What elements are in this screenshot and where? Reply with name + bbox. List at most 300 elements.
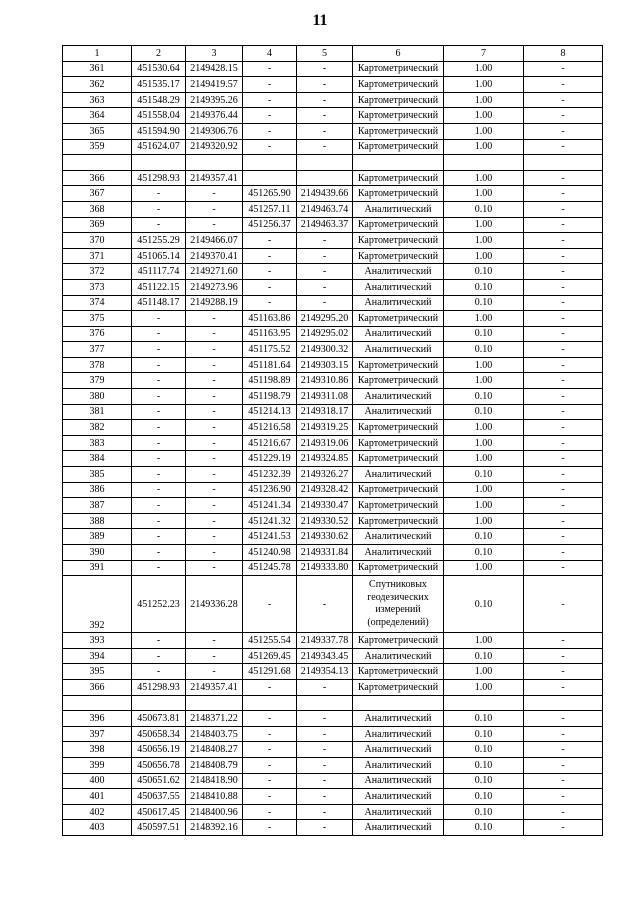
table-cell: 451163.95 [243, 326, 297, 342]
table-cell: 386 [63, 482, 132, 498]
table-row [63, 742, 603, 758]
table-cell: 450651.62 [132, 773, 186, 789]
table-cell: - [297, 61, 353, 77]
table-row [63, 467, 603, 483]
table-cell [524, 695, 603, 711]
table-cell: 402 [63, 804, 132, 820]
table-cell: - [243, 295, 297, 311]
table-cell: - [132, 326, 186, 342]
table-cell: - [132, 633, 186, 649]
table-cell: 450658.34 [132, 726, 186, 742]
table-cell: - [186, 467, 243, 483]
header-row [63, 46, 603, 62]
table-cell: 0.10 [444, 773, 524, 789]
table-cell: - [297, 820, 353, 836]
table-cell: - [524, 789, 603, 805]
table-cell: 2149303.15 [297, 357, 353, 373]
table-cell: - [132, 451, 186, 467]
table-cell: Аналитический [353, 711, 444, 727]
table-cell: 392 [63, 576, 132, 633]
table-cell: 1.00 [444, 233, 524, 249]
table-row [63, 233, 603, 249]
table-cell [186, 155, 243, 171]
table-cell: Аналитический [353, 757, 444, 773]
table-cell: 451298.93 [132, 170, 186, 186]
table-cell: Аналитический [353, 264, 444, 280]
column-header: 8 [524, 46, 603, 62]
table-cell: - [132, 342, 186, 358]
table-cell: 2149288.19 [186, 295, 243, 311]
table-cell: 1.00 [444, 373, 524, 389]
table-cell: 393 [63, 633, 132, 649]
table-cell: - [297, 248, 353, 264]
table-cell: - [132, 648, 186, 664]
table-row [63, 389, 603, 405]
table-cell: - [297, 123, 353, 139]
table-cell: - [132, 498, 186, 514]
table-cell: 0.10 [444, 711, 524, 727]
table-cell: 450597.51 [132, 820, 186, 836]
table-cell: 451229.19 [243, 451, 297, 467]
table-cell: 451122.15 [132, 279, 186, 295]
table-cell: Аналитический [353, 279, 444, 295]
table-cell: - [243, 77, 297, 93]
table-row [63, 664, 603, 680]
table-cell: 2149300.32 [297, 342, 353, 358]
table-cell: Картометрический [353, 170, 444, 186]
table-cell: - [524, 435, 603, 451]
table-cell: Картометрический [353, 61, 444, 77]
table-cell: 2148408.27 [186, 742, 243, 758]
table-cell: - [297, 108, 353, 124]
table-cell: - [524, 804, 603, 820]
table-cell: 1.00 [444, 560, 524, 576]
table-cell: 365 [63, 123, 132, 139]
table-cell: Аналитический [353, 789, 444, 805]
table-cell: 451216.58 [243, 420, 297, 436]
table-cell: Картометрический [353, 435, 444, 451]
table-row [63, 545, 603, 561]
table-cell: - [243, 576, 297, 633]
table-cell: - [524, 311, 603, 327]
table-cell [353, 155, 444, 171]
table-cell: 378 [63, 357, 132, 373]
table-cell: - [524, 648, 603, 664]
table-cell: - [524, 420, 603, 436]
table-cell: 2149330.62 [297, 529, 353, 545]
table-row [63, 295, 603, 311]
table-cell: 451216.67 [243, 435, 297, 451]
table-row [63, 648, 603, 664]
table-row [63, 123, 603, 139]
column-header: 5 [297, 46, 353, 62]
table-cell: 0.10 [444, 789, 524, 805]
table-cell: 366 [63, 679, 132, 695]
table-cell: 395 [63, 664, 132, 680]
table-cell: 450656.19 [132, 742, 186, 758]
table-cell [297, 170, 353, 186]
table-cell: - [524, 326, 603, 342]
table-cell: - [132, 560, 186, 576]
table-row [63, 311, 603, 327]
table-cell: Аналитический [353, 648, 444, 664]
table-cell: 451291.68 [243, 664, 297, 680]
table-cell: 2148371.22 [186, 711, 243, 727]
table-cell: 363 [63, 92, 132, 108]
table-cell: - [132, 357, 186, 373]
table-cell: - [524, 108, 603, 124]
table-cell: 2149376.44 [186, 108, 243, 124]
table-cell: - [132, 513, 186, 529]
table-cell [524, 155, 603, 171]
table-cell: Аналитический [353, 742, 444, 758]
table-cell: 367 [63, 186, 132, 202]
table-cell: 451298.93 [132, 679, 186, 695]
table-row [63, 789, 603, 805]
table-cell: 0.10 [444, 742, 524, 758]
table-cell: - [297, 757, 353, 773]
table-cell: - [186, 201, 243, 217]
table-cell: - [186, 664, 243, 680]
table-cell: 380 [63, 389, 132, 405]
table-cell [297, 155, 353, 171]
table-cell: - [524, 404, 603, 420]
table-cell: 451530.64 [132, 61, 186, 77]
table-cell: - [524, 217, 603, 233]
table-row [63, 576, 603, 633]
table-cell: 451163.86 [243, 311, 297, 327]
table-cell: - [132, 467, 186, 483]
table-cell [186, 695, 243, 711]
table-cell: 403 [63, 820, 132, 836]
table-row [63, 451, 603, 467]
table-cell [132, 155, 186, 171]
table-cell: 371 [63, 248, 132, 264]
table-cell: 451265.90 [243, 186, 297, 202]
table-cell: 1.00 [444, 420, 524, 436]
table-cell: Картометрический [353, 420, 444, 436]
table-cell: 450617.45 [132, 804, 186, 820]
table-cell: 394 [63, 648, 132, 664]
table-cell: - [524, 757, 603, 773]
table-cell [132, 695, 186, 711]
table-cell: 0.10 [444, 726, 524, 742]
table-cell: - [297, 295, 353, 311]
table-cell: Картометрический [353, 498, 444, 514]
table-cell: 1.00 [444, 61, 524, 77]
table-cell: - [243, 108, 297, 124]
table-row [63, 170, 603, 186]
table-cell: - [524, 123, 603, 139]
table-cell: 366 [63, 170, 132, 186]
table-cell: - [243, 711, 297, 727]
table-cell: 451558.04 [132, 108, 186, 124]
table-cell: - [297, 804, 353, 820]
table-cell: 398 [63, 742, 132, 758]
table-row [63, 264, 603, 280]
table-cell: 2149311.08 [297, 389, 353, 405]
table-cell: - [243, 789, 297, 805]
table-cell: 451148.17 [132, 295, 186, 311]
table-row [63, 108, 603, 124]
table-cell: Картометрический [353, 513, 444, 529]
table-cell: 1.00 [444, 633, 524, 649]
table-cell: - [243, 679, 297, 695]
table-cell: - [132, 373, 186, 389]
table-cell: Аналитический [353, 404, 444, 420]
table-cell: - [524, 820, 603, 836]
table-cell: 0.10 [444, 576, 524, 633]
page-number: 11 [312, 12, 328, 29]
table-cell: - [524, 467, 603, 483]
table-cell: - [524, 664, 603, 680]
table-cell: 1.00 [444, 217, 524, 233]
table-cell: 1.00 [444, 311, 524, 327]
table-cell: 1.00 [444, 248, 524, 264]
table-cell: 451535.17 [132, 77, 186, 93]
table-cell: - [524, 279, 603, 295]
table-row [63, 513, 603, 529]
table-cell: - [186, 217, 243, 233]
table-cell [243, 695, 297, 711]
table-cell: 2149463.37 [297, 217, 353, 233]
table-row [63, 726, 603, 742]
table-cell: - [524, 389, 603, 405]
table-cell: 2149466.07 [186, 233, 243, 249]
table-cell: - [132, 389, 186, 405]
table-cell: 451241.34 [243, 498, 297, 514]
table-cell: - [524, 726, 603, 742]
table-cell: - [132, 217, 186, 233]
table-cell: 1.00 [444, 186, 524, 202]
table-cell: - [132, 545, 186, 561]
table-cell: 0.10 [444, 467, 524, 483]
table-row [63, 92, 603, 108]
table-cell: 2149357.41 [186, 170, 243, 186]
table-body [63, 61, 603, 835]
table-cell: Аналитический [353, 326, 444, 342]
table-row [63, 248, 603, 264]
table-cell: 451232.39 [243, 467, 297, 483]
table-cell: 2148418.90 [186, 773, 243, 789]
table-cell: 2149318.17 [297, 404, 353, 420]
table-cell: 0.10 [444, 804, 524, 820]
table-cell: 0.10 [444, 201, 524, 217]
table-cell: 361 [63, 61, 132, 77]
column-header: 4 [243, 46, 297, 62]
table-cell: 2149319.06 [297, 435, 353, 451]
column-header: 3 [186, 46, 243, 62]
table-cell: - [132, 201, 186, 217]
table-cell: Аналитический [353, 529, 444, 545]
table-cell: 2149354.13 [297, 664, 353, 680]
table-cell: - [297, 711, 353, 727]
table-cell: Аналитический [353, 545, 444, 561]
table-cell: 2149273.96 [186, 279, 243, 295]
table-cell: 451255.54 [243, 633, 297, 649]
table-cell: - [297, 742, 353, 758]
table-cell: 2149357.41 [186, 679, 243, 695]
table-cell: 0.10 [444, 529, 524, 545]
table-cell: 2148403.75 [186, 726, 243, 742]
table-cell: Картометрический [353, 92, 444, 108]
table-cell: - [243, 248, 297, 264]
table-cell: - [524, 373, 603, 389]
table-cell [444, 155, 524, 171]
table-cell: 2149419.57 [186, 77, 243, 93]
table-cell: - [243, 804, 297, 820]
table-cell: 0.10 [444, 389, 524, 405]
table-cell: 2149271.60 [186, 264, 243, 280]
table-cell: Аналитический [353, 389, 444, 405]
table-cell: 451175.52 [243, 342, 297, 358]
table-cell: 450656.78 [132, 757, 186, 773]
table-cell: 2148410.88 [186, 789, 243, 805]
table-cell: 451255.29 [132, 233, 186, 249]
table-cell: 400 [63, 773, 132, 789]
table-cell [243, 155, 297, 171]
table-cell: Картометрический [353, 357, 444, 373]
table-cell: Картометрический [353, 233, 444, 249]
table-cell: 1.00 [444, 92, 524, 108]
table-cell: 2149331.84 [297, 545, 353, 561]
table-cell: 451256.37 [243, 217, 297, 233]
table-row [63, 804, 603, 820]
table-cell: Картометрический [353, 139, 444, 155]
table-cell: 451117.74 [132, 264, 186, 280]
table-cell: 2148400.96 [186, 804, 243, 820]
table-cell: Спутниковых геодезических измерений (определений) [353, 576, 444, 633]
table-cell: 382 [63, 420, 132, 436]
table-cell: - [132, 311, 186, 327]
table-cell: Картометрический [353, 248, 444, 264]
table-cell: 451240.98 [243, 545, 297, 561]
table-cell: Картометрический [353, 451, 444, 467]
table-cell: - [524, 679, 603, 695]
table-cell: - [243, 742, 297, 758]
table-cell: - [524, 264, 603, 280]
table-cell: 0.10 [444, 648, 524, 664]
table-cell: 2148392.16 [186, 820, 243, 836]
table-cell: - [186, 389, 243, 405]
table-cell: 2149337.78 [297, 633, 353, 649]
table-row [63, 633, 603, 649]
table-cell: - [132, 664, 186, 680]
table-cell: 2149395.26 [186, 92, 243, 108]
table-cell: - [524, 560, 603, 576]
table-cell: - [297, 233, 353, 249]
table-cell: - [186, 482, 243, 498]
table-cell: 375 [63, 311, 132, 327]
table-cell: 0.10 [444, 545, 524, 561]
table-cell: 0.10 [444, 757, 524, 773]
table-cell: - [132, 529, 186, 545]
table-cell: 387 [63, 498, 132, 514]
table-row [63, 186, 603, 202]
table-cell: 379 [63, 373, 132, 389]
table-row [63, 373, 603, 389]
table-row [63, 155, 603, 171]
table-cell: 397 [63, 726, 132, 742]
table-cell: - [297, 264, 353, 280]
table-cell [297, 695, 353, 711]
table-cell: - [524, 139, 603, 155]
table-cell: 374 [63, 295, 132, 311]
table-cell: - [186, 513, 243, 529]
table-cell: 1.00 [444, 170, 524, 186]
table-cell: 451252.23 [132, 576, 186, 633]
table-cell: - [186, 186, 243, 202]
table-cell: 451241.32 [243, 513, 297, 529]
table-cell [63, 695, 132, 711]
table-cell: 369 [63, 217, 132, 233]
table-cell: - [524, 576, 603, 633]
table-cell: 399 [63, 757, 132, 773]
table-cell: 2149326.27 [297, 467, 353, 483]
table-cell: 364 [63, 108, 132, 124]
table-cell: 2149343.45 [297, 648, 353, 664]
table-cell: - [524, 451, 603, 467]
table-cell: 0.10 [444, 264, 524, 280]
table-cell: 381 [63, 404, 132, 420]
table-cell [63, 155, 132, 171]
table-row [63, 404, 603, 420]
table-cell: 2149370.41 [186, 248, 243, 264]
table-cell: - [243, 279, 297, 295]
table-cell: - [132, 420, 186, 436]
table-cell: 450637.55 [132, 789, 186, 805]
table-cell: - [524, 248, 603, 264]
table-cell: 373 [63, 279, 132, 295]
table-cell: - [524, 742, 603, 758]
table-cell: 2149428.15 [186, 61, 243, 77]
table-cell: 2149310.86 [297, 373, 353, 389]
table-cell: - [186, 311, 243, 327]
table-cell: - [243, 61, 297, 77]
table-cell: 1.00 [444, 482, 524, 498]
table-cell: 1.00 [444, 513, 524, 529]
table-cell: - [186, 404, 243, 420]
table-cell: 383 [63, 435, 132, 451]
table-cell: - [297, 77, 353, 93]
table-cell: - [297, 773, 353, 789]
table-cell: - [243, 139, 297, 155]
table-cell: - [524, 342, 603, 358]
table-cell: 1.00 [444, 451, 524, 467]
table-cell: - [186, 560, 243, 576]
table-cell: 1.00 [444, 357, 524, 373]
table-cell: - [524, 233, 603, 249]
table-cell: 0.10 [444, 295, 524, 311]
table-row [63, 139, 603, 155]
table-cell: 0.10 [444, 820, 524, 836]
table-cell: 451257.11 [243, 201, 297, 217]
table-cell: 2149295.02 [297, 326, 353, 342]
table-cell: - [132, 186, 186, 202]
table-row [63, 61, 603, 77]
table-cell: - [524, 186, 603, 202]
table-cell: 2149328.42 [297, 482, 353, 498]
table-cell: - [524, 92, 603, 108]
table-cell: Картометрический [353, 186, 444, 202]
table-cell: 2149295.20 [297, 311, 353, 327]
table-cell: 451594.90 [132, 123, 186, 139]
table-cell: 450673.81 [132, 711, 186, 727]
table-cell: - [524, 482, 603, 498]
table-cell: - [243, 233, 297, 249]
table-cell: Картометрический [353, 679, 444, 695]
table-cell: - [297, 789, 353, 805]
